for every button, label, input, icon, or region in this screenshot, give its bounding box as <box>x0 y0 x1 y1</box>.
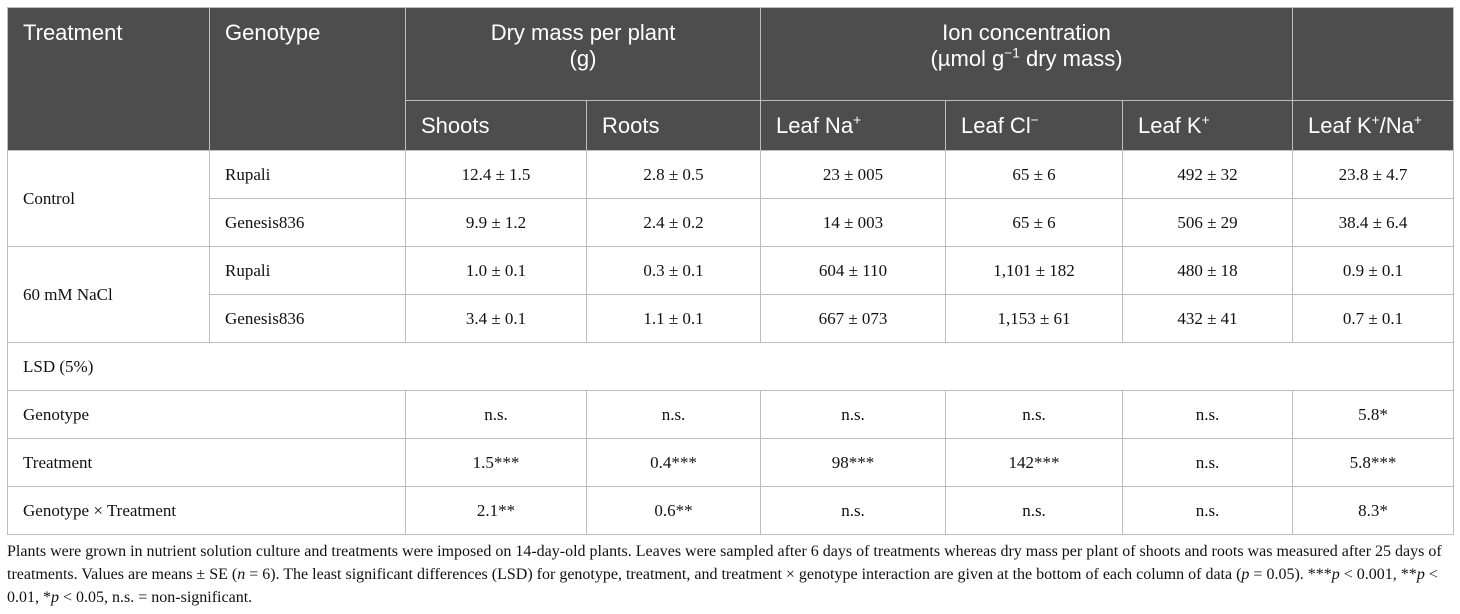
header-treatment: Treatment <box>8 8 210 151</box>
table-row <box>8 487 1454 535</box>
header-dry-mass-line1: Dry mass per plant <box>490 20 676 45</box>
header-roots: Roots <box>587 101 761 151</box>
header-leaf-na: Leaf Na+ <box>761 101 946 151</box>
leaf-cl-cell: 65 ± 6 <box>946 151 1123 199</box>
treatment-cell: 60 mM NaCl <box>8 247 210 343</box>
table-row <box>8 295 1454 343</box>
ratio-cell: 5.8* <box>1293 391 1454 439</box>
lsd-label-cell: Treatment <box>8 439 406 487</box>
header-shoots: Shoots <box>406 101 587 151</box>
header-genotype: Genotype <box>210 8 406 151</box>
header-ion-concentration <box>761 8 1293 101</box>
treatment-cell: Control <box>8 151 210 247</box>
ratio-cell: 0.9 ± 0.1 <box>1293 247 1454 295</box>
header-ion-line2: (µmol $g^{-1}$ dry mass) <box>930 45 1123 71</box>
header-dry-mass <box>406 8 761 101</box>
shoots-cell: 2.1** <box>406 487 587 535</box>
ratio-cell: 23.8 ± 4.7 <box>1293 151 1454 199</box>
roots-cell: 2.8 ± 0.5 <box>587 151 761 199</box>
table-row <box>8 199 1454 247</box>
genotype-cell: Genesis836 <box>210 295 406 343</box>
leaf-na-cell: n.s. <box>761 487 946 535</box>
roots-cell: 0.3 ± 0.1 <box>587 247 761 295</box>
shoots-cell: 3.4 ± 0.1 <box>406 295 587 343</box>
leaf-cl-cell: 65 ± 6 <box>946 199 1123 247</box>
shoots-cell: 9.9 ± 1.2 <box>406 199 587 247</box>
leaf-na-cell: 98*** <box>761 439 946 487</box>
leaf-k-cell: n.s. <box>1123 391 1293 439</box>
shoots-cell: n.s. <box>406 391 587 439</box>
leaf-cl-cell: 1,153 ± 61 <box>946 295 1123 343</box>
lsd-title: LSD (5%) <box>8 343 1454 391</box>
roots-cell: 2.4 ± 0.2 <box>587 199 761 247</box>
leaf-na-cell: n.s. <box>761 391 946 439</box>
header-leaf-k-na-ratio: Leaf K+/Na+ <box>1293 101 1454 151</box>
roots-cell: 0.4*** <box>587 439 761 487</box>
leaf-cl-cell: 1,101 ± 182 <box>946 247 1123 295</box>
header-row-1 <box>8 8 1454 101</box>
ratio-cell: 5.8*** <box>1293 439 1454 487</box>
table-container <box>7 7 1453 535</box>
table-row <box>8 439 1454 487</box>
genotype-cell: Rupali <box>210 151 406 199</box>
roots-cell: n.s. <box>587 391 761 439</box>
header-leaf-cl: Leaf Cl− <box>946 101 1123 151</box>
header-dry-mass-line2: (g) <box>569 46 597 71</box>
roots-cell: 1.1 ± 0.1 <box>587 295 761 343</box>
data-table <box>7 7 1454 535</box>
shoots-cell: 12.4 ± 1.5 <box>406 151 587 199</box>
lsd-label-cell: Genotype <box>8 391 406 439</box>
ratio-cell: 38.4 ± 6.4 <box>1293 199 1454 247</box>
header-blank <box>1293 8 1454 101</box>
table-footnote: Plants were grown in nutrient solution culture and treatments were imposed on 14-day-old plants. Leaves were sampled after 6 days of treatments whereas dry mass per plant of shoots and roots was measured after 25 days of treatments. Values are means ± SE (n = 6). The least significant differences (LSD) for genotype, treatment, and treatment × genotype interaction are given at the bottom of each column of data (p = 0.05). ***p < 0.001, **p < 0.01, *p < 0.05, n.s. = non-significant. <box>7 543 1442 606</box>
leaf-k-cell: n.s. <box>1123 439 1293 487</box>
lsd-title-row <box>8 343 1454 391</box>
leaf-k-cell: 506 ± 29 <box>1123 199 1293 247</box>
table-row <box>8 247 1454 295</box>
leaf-k-cell: 432 ± 41 <box>1123 295 1293 343</box>
leaf-cl-cell: n.s. <box>946 487 1123 535</box>
header-leaf-k: Leaf K+ <box>1123 101 1293 151</box>
lsd-label-cell: Genotype × Treatment <box>8 487 406 535</box>
shoots-cell: 1.0 ± 0.1 <box>406 247 587 295</box>
leaf-cl-cell: 142*** <box>946 439 1123 487</box>
leaf-na-cell: 604 ± 110 <box>761 247 946 295</box>
header-ion-line1: Ion concentration <box>942 20 1111 45</box>
roots-cell: 0.6** <box>587 487 761 535</box>
genotype-cell: Rupali <box>210 247 406 295</box>
leaf-k-cell: 492 ± 32 <box>1123 151 1293 199</box>
table-row <box>8 391 1454 439</box>
ratio-cell: 0.7 ± 0.1 <box>1293 295 1454 343</box>
leaf-na-cell: 14 ± 003 <box>761 199 946 247</box>
ratio-cell: 8.3* <box>1293 487 1454 535</box>
leaf-k-cell: n.s. <box>1123 487 1293 535</box>
shoots-cell: 1.5*** <box>406 439 587 487</box>
genotype-cell: Genesis836 <box>210 199 406 247</box>
table-row <box>8 151 1454 199</box>
leaf-na-cell: 667 ± 073 <box>761 295 946 343</box>
leaf-na-cell: 23 ± 005 <box>761 151 946 199</box>
leaf-cl-cell: n.s. <box>946 391 1123 439</box>
leaf-k-cell: 480 ± 18 <box>1123 247 1293 295</box>
